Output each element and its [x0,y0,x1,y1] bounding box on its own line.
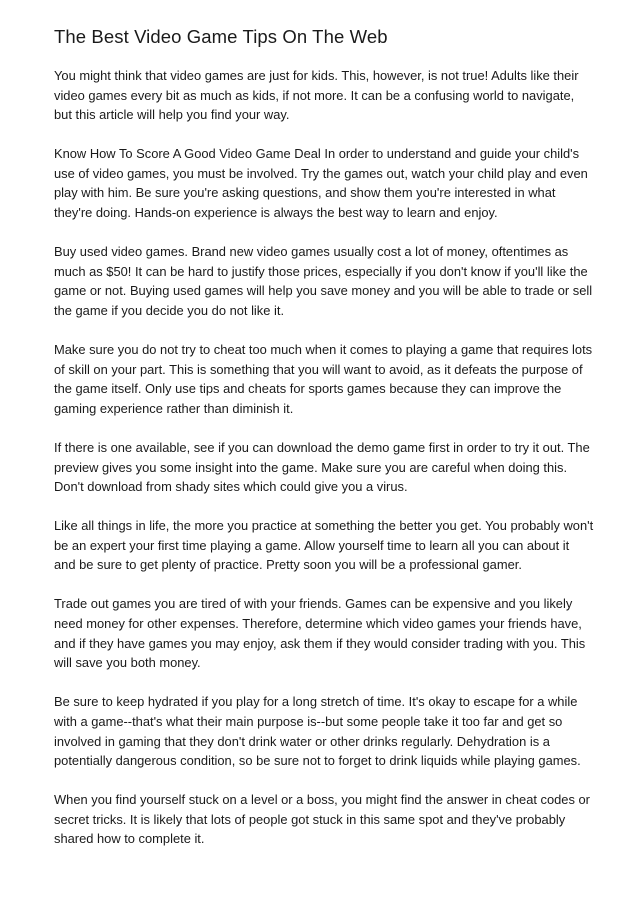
paragraph-stuck: When you find yourself stuck on a level or a boss, you might find the answer in cheat codes or secret tricks. It is likely that lots of people got stuck in this same spot and they've probably shared how to complete it. [54,792,590,847]
paragraph-practice: Like all things in life, the more you practice at something the better you get. You probably won't be an expert your first time playing a game. Allow yourself time to learn all you can about it and be sure to get plenty of practice. Pretty soon you will be a professional gamer. [54,518,594,573]
paragraph-demo: If there is one available, see if you can download the demo game first in order to try it out. The preview gives you some insight into the game. Make sure you are careful when doing this. Don't download from shady sites which could give you a virus. [54,439,590,495]
paragraph-intro: You might think that video games are just for kids. This, however, is not true! Adults like their video games every bit as much as kids, if not more. It can be a confusing world to navigate, but this article will help you find your way. [54,68,579,123]
paragraph-cheating: Make sure you do not try to cheat too much when it comes to playing a game that requires lots of skill on your part. This is something that you will want to avoid, as it defeats the purpose of the game itself. Only use tips and cheats for sports games because they can improve the gaming experience rather than diminish it. [54,342,593,416]
paragraph-good-deal: Know How To Score A Good Video Game Deal In order to understand and guide your child's use of video games, you must be involved. Try the games out, watch your child play and even play with him. Be sure you're asking questions, and show them you're interested in what they're doing. Hands-on experience is always the best way to learn and enjoy. [54,146,588,221]
document-title: The Best Video Game Tips On The Web [54,26,388,47]
paragraph-trade: Trade out games you are tired of with your friends. Games can be expensive and you likely need money for other expenses. Therefore, determine which video games your friends have, and if they have games you may enjoy, ask them if they would consider trading with you. This will save you both money. [54,596,586,671]
paragraph-hydration: Be sure to keep hydrated if you play for a long stretch of time. It's okay to escape for a while with a game--that's what their main purpose is--but some people take it too far and get so involved in gaming that they don't drink water or other drinks regularly. Dehydration is a potentially dangerous condition, so be sure not to forget to drink liquids while playing games. [54,694,581,769]
paragraph-used-games: Buy used video games. Brand new video games usually cost a lot of money, oftentimes as much as $50! It can be hard to justify those prices, especially if you don't know if you'll like the game or not. Buying used games will help you save money and you will be able to trade or sell the game if you decide you do not like it. [54,244,593,318]
document-page [54,25,594,869]
